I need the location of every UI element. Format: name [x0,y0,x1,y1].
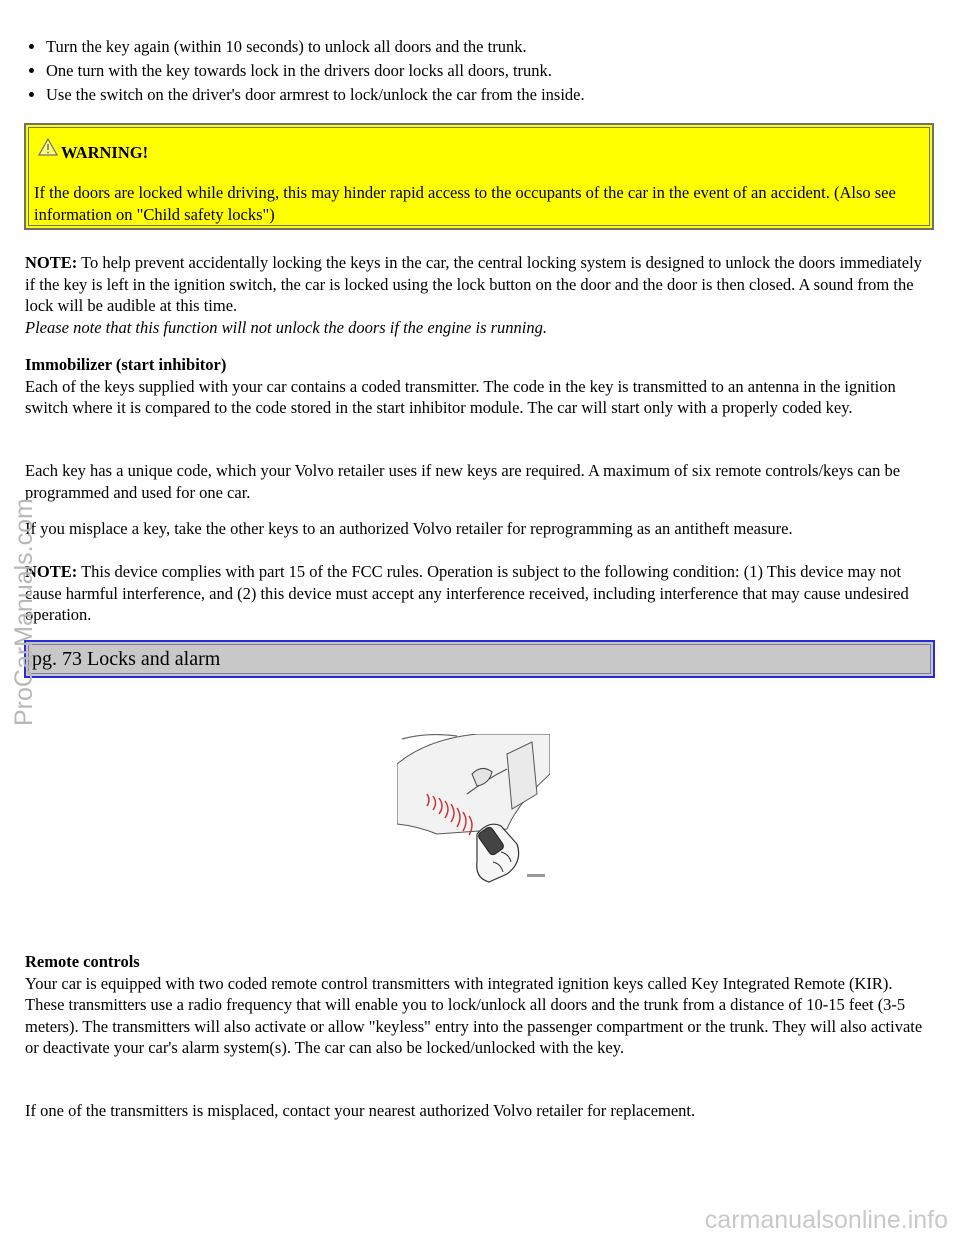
warning-title: WARNING! [61,143,149,162]
bullet-list [26,36,960,108]
note-italic-text: Please note that this function will not unlock the doors if the engine is running. [25,317,547,337]
list-item: • One turn with the key towards lock in the drivers door locks all doors, trunk. [46,60,960,84]
immobilizer-paragraph-1: Each of the keys supplied with your car contains a coded transmitter. The code in the key is transmitted to an antenna in the ignition switch where it is compared to the code stored in the start inhibitor module. The car will start only with a properly coded key. [25,376,896,417]
warning-box [24,123,934,230]
page-section-title: pg. 73 Locks and alarm [32,648,221,670]
fcc-note-paragraph [25,561,935,626]
list-item: • Use the switch on the driver's door armrest to lock/unlock the car from the inside. [46,84,960,108]
page-section-bar [24,640,935,678]
immobilizer-heading: Immobilizer (start inhibitor) [25,355,227,374]
remote-controls-heading: Remote controls [25,952,140,971]
remote-controls-section [25,951,935,1059]
immobilizer-section [25,354,935,419]
warning-triangle-icon [38,138,58,156]
note-text: To help prevent accidentally locking the keys in the car, the central locking system is designed to unlock the doors immediately if the key is left in the ignition switch, the car is locked using the lock button on the door and the door is then closed. A sound from the lock will be audible at this time. [25,253,922,315]
note-label: NOTE: [25,562,78,581]
immobilizer-paragraph-2: Each key has a unique code, which your Volvo retailer uses if new keys are required. A maximum of six remote controls/keys can be programmed and used for one car. [25,461,901,502]
note-text: This device complies with part 15 of the FCC rules. Operation is subject to the following condition: (1) This device may not cause harmful interference, and (2) this device must accept any interference received, including interference that may cause undesired operation. [25,562,909,624]
remote-controls-paragraph-2: If one of the transmitters is misplaced, contact your nearest authorized Volvo retailer for replacement. [25,1101,696,1120]
note-paragraph [25,252,935,338]
warning-text: If the doors are locked while driving, this may hinder rapid access to the occupants of the car in the event of an accident. (Also see information on "Child safety locks") [34,183,896,224]
remote-controls-paragraph-1: Your car is equipped with two coded remote control transmitters with integrated ignition keys called Key Integrated Remote (KIR). These transmitters use a radio frequency that will enable you to lock/unlock all doors and the trunk from a distance of 10-15 feet (3-5 meters). The transmitters will also activate or allow "keyless" entry into the passenger compartment or the trunk. They will also activate or deactivate your car's alarm system(s). The car can also be locked/unlocked with the key. [25,973,923,1057]
watermark: ProCarManuals.com [10,498,38,726]
list-item: • Turn the key again (within 10 seconds) to unlock all doors and the trunk. [46,36,960,60]
remote-key-illustration [397,734,550,886]
immobilizer-paragraph-3: If you misplace a key, take the other keys to an authorized Volvo retailer for reprogramming as an antitheft measure. [25,519,793,538]
footer-url: carmanualsonline.info [704,1206,948,1234]
note-label: NOTE: [25,253,78,272]
